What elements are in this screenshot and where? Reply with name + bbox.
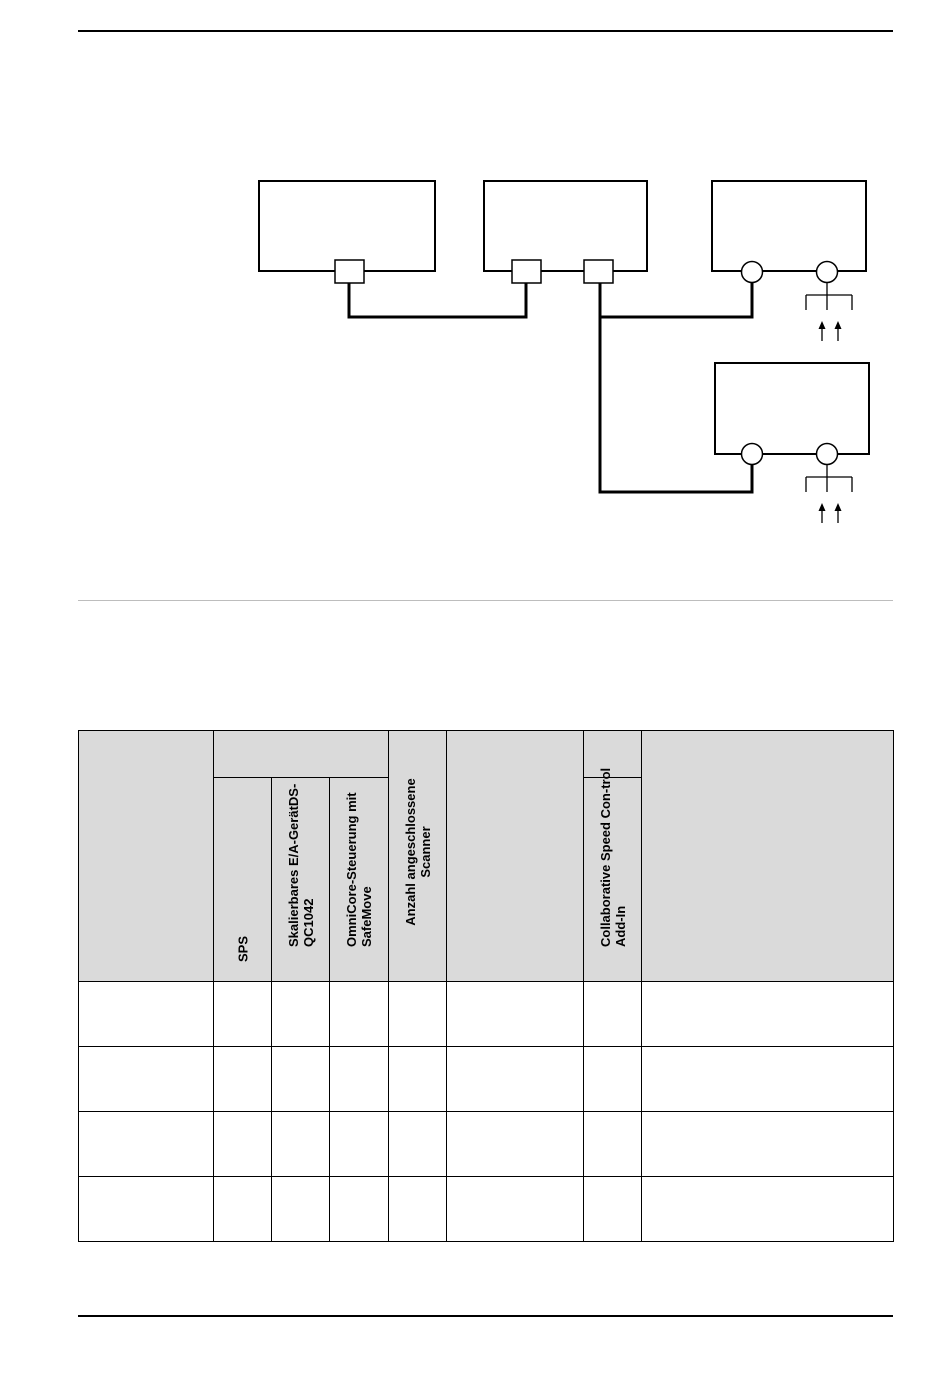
table-cell — [330, 1112, 389, 1177]
arrow-head — [835, 321, 842, 329]
arrow-head — [835, 503, 842, 511]
table-cell — [272, 1047, 330, 1112]
table-cell — [79, 1112, 214, 1177]
header-cell-omnicore — [330, 778, 389, 982]
port-circle-1 — [742, 262, 763, 283]
table-cell — [214, 1112, 272, 1177]
arrow-pair-2 — [822, 509, 838, 523]
table-cell — [272, 1177, 330, 1242]
table-cell — [214, 982, 272, 1047]
table-cell — [79, 1177, 214, 1242]
configuration-table — [78, 730, 894, 1242]
device-box-3 — [712, 181, 866, 271]
table-cell — [584, 1112, 642, 1177]
port-circle-4 — [817, 444, 838, 465]
table-cell — [642, 1177, 894, 1242]
table-cell — [642, 1047, 894, 1112]
header-cell-collab — [584, 767, 642, 982]
connector-fanout-1 — [806, 283, 852, 310]
table-cell — [447, 1177, 584, 1242]
header-cell-col-f — [447, 731, 584, 982]
footer-rule — [78, 1315, 893, 1317]
port-circle-3 — [742, 444, 763, 465]
port-circle-2 — [817, 262, 838, 283]
arrow-head — [819, 321, 826, 329]
table-cell — [642, 982, 894, 1047]
table-cell — [272, 982, 330, 1047]
table-cell — [447, 1047, 584, 1112]
table-cell — [389, 1047, 447, 1112]
table-cell — [330, 1047, 389, 1112]
table-cell — [272, 1112, 330, 1177]
header-cell-col-a — [79, 731, 214, 982]
header-cell-anzahl — [389, 731, 447, 982]
device-box-2 — [484, 181, 647, 271]
header-label-collab: Collaborative Speed Con-trol Add-In — [597, 767, 628, 947]
table-row — [79, 1177, 894, 1242]
cable-io-scanner-1 — [600, 283, 752, 317]
table-cell — [389, 1112, 447, 1177]
table-cell — [330, 1177, 389, 1242]
table-cell — [389, 982, 447, 1047]
header-label-anzahl: Anzahl angeschlossene Scanner — [402, 778, 433, 926]
arrow-head — [819, 503, 826, 511]
table-cell — [642, 1112, 894, 1177]
table-cell — [330, 982, 389, 1047]
device-box-4 — [715, 363, 869, 454]
table-cell — [447, 1112, 584, 1177]
table-row — [79, 982, 894, 1047]
header-label-sps: SPS — [235, 935, 250, 962]
table-cell — [389, 1177, 447, 1242]
arrow-pair-1 — [822, 327, 838, 341]
port-square-2 — [512, 260, 541, 283]
port-square-1 — [335, 260, 364, 283]
table-cell — [584, 1177, 642, 1242]
header-cell-skalierbar — [272, 778, 330, 982]
device-box-1 — [259, 181, 435, 271]
header-label-omnicore: OmniCore-Steuerung mit SafeMove — [344, 792, 374, 947]
section-divider — [78, 600, 893, 601]
table-cell — [584, 1047, 642, 1112]
cable-io-scanner-2 — [600, 317, 752, 492]
table-group-header-row — [79, 731, 894, 778]
table-cell — [79, 982, 214, 1047]
table-cell — [214, 1047, 272, 1112]
network-diagram — [0, 0, 950, 600]
header-label-skalierbar: Skalierbares E/A-GerätDS-QC1042 — [285, 783, 316, 947]
cable-plc-io — [349, 283, 526, 317]
port-square-3 — [584, 260, 613, 283]
table-cell — [447, 982, 584, 1047]
table-cell — [79, 1047, 214, 1112]
connector-fanout-2 — [806, 465, 852, 492]
table-cell — [584, 982, 642, 1047]
table-row — [79, 1112, 894, 1177]
header-cell-col-h — [642, 731, 894, 982]
table-row — [79, 1047, 894, 1112]
header-cell-sps — [214, 778, 272, 982]
table-cell — [214, 1177, 272, 1242]
